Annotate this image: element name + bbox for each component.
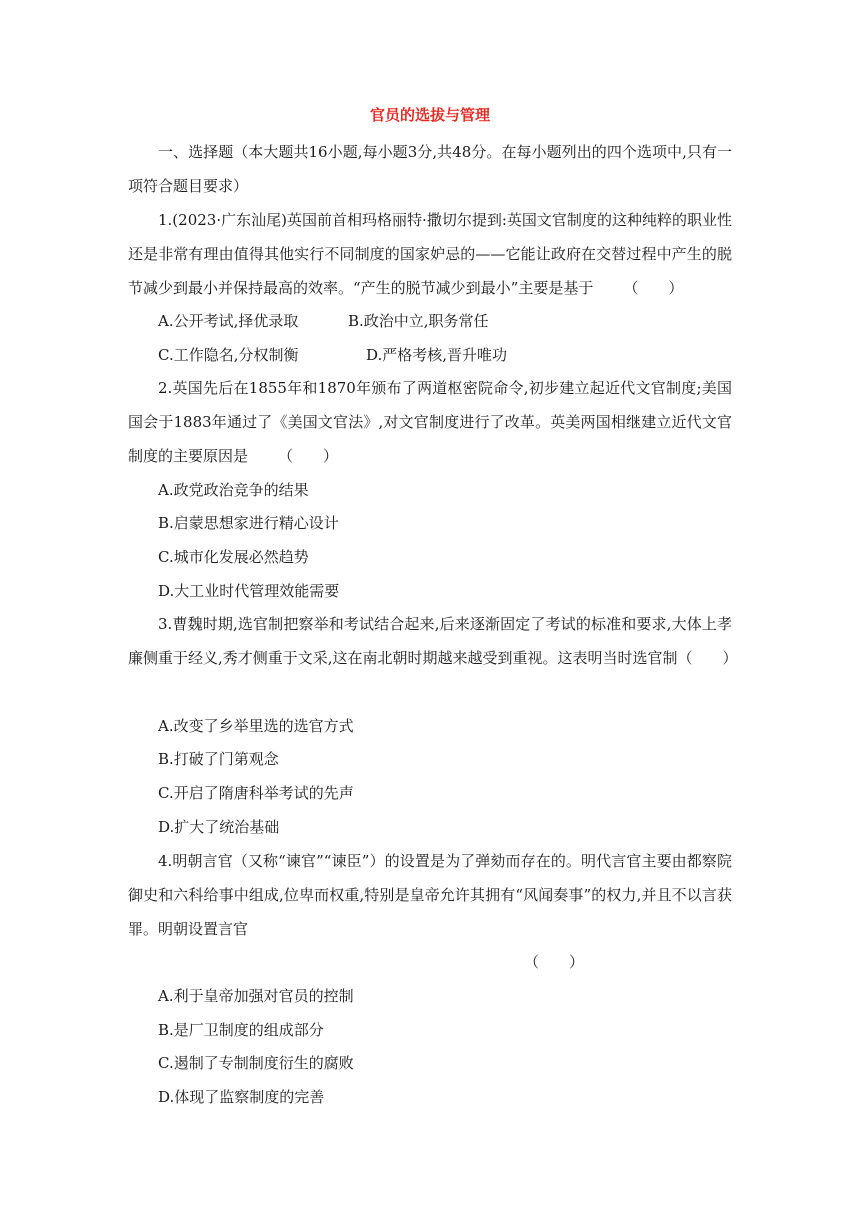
question-1-option-a: A.公开考试,择优录取 [158,312,299,330]
question-4-option-b: B.是厂卫制度的组成部分 [158,1021,324,1039]
question-1-option-c: C.工作隐名,分权制衡 [158,346,299,364]
question-2-option-b: B.启蒙思想家进行精心设计 [158,514,339,532]
question-1-option-b: B.政治中立,职务常任 [348,312,489,330]
question-2-option-c: C.城市化发展必然趋势 [158,548,309,566]
question-4-answer-blank: （ ） [524,953,585,971]
question-3-option-a: A.改变了乡举里选的选官方式 [158,717,354,735]
page-title: 官员的选拔与管理 [369,106,490,124]
question-4-option-c: C.遏制了专制制度衍生的腐败 [158,1054,354,1072]
question-4-option-d: D.体现了监察制度的完善 [158,1088,325,1106]
question-4-stem: 4.明朝言官（又称“谏官”“谏臣”）的设置是为了弹劾而存在的。明代言官主要由都察院御史和六科给事中组成,位卑而权重,特别是皇帝允许其拥有“风闻奏事”的权力,并且不以言获罪。明朝设置言官 [128,852,732,938]
question-2-stem: 2.英国先后在1855年和1870年颁布了两道枢密院命令,初步建立起近代文官制度;美国国会于1883年通过了《美国文官法》,对文官制度进行了改革。英美两国相继建立近代文官制度的主要原因是 （ ） [128,379,732,465]
question-2-option-d: D.大工业时代管理效能需要 [158,582,340,600]
question-1-option-d: D.严格考核,晋升唯功 [366,346,508,364]
question-3-option-d: D.扩大了统治基础 [158,818,280,836]
question-3-stem: 3.曹魏时期,选官制把察举和考试结合起来,后来逐渐固定了考试的标准和要求,大体上孝廉侧重于经义,秀才侧重于文采,这在南北朝时期越来越受到重视。这表明当时选官制（ ） [128,615,738,667]
question-4-option-a: A.利于皇帝加强对官员的控制 [158,987,354,1005]
question-3-option-c: C.开启了隋唐科举考试的先声 [158,784,354,802]
section-header: 一、选择题（本大题共16小题,每小题3分,共48分。在每小题列出的四个选项中,只有一项符合题目要求） [128,143,732,195]
question-1-stem: 1.(2023·广东汕尾)英国前首相玛格丽特·撒切尔提到:英国文官制度的这种纯粹的职业性还是非常有理由值得其他实行不同制度的国家妒忌的——它能让政府在交替过程中产生的脱节减少到最小并保持最高的效率。“产生的脱节减少到最小”主要是基于 （ ） [128,211,732,297]
question-2-option-a: A.政党政治竞争的结果 [158,481,309,499]
question-3-option-b: B.打破了门第观念 [158,750,279,768]
